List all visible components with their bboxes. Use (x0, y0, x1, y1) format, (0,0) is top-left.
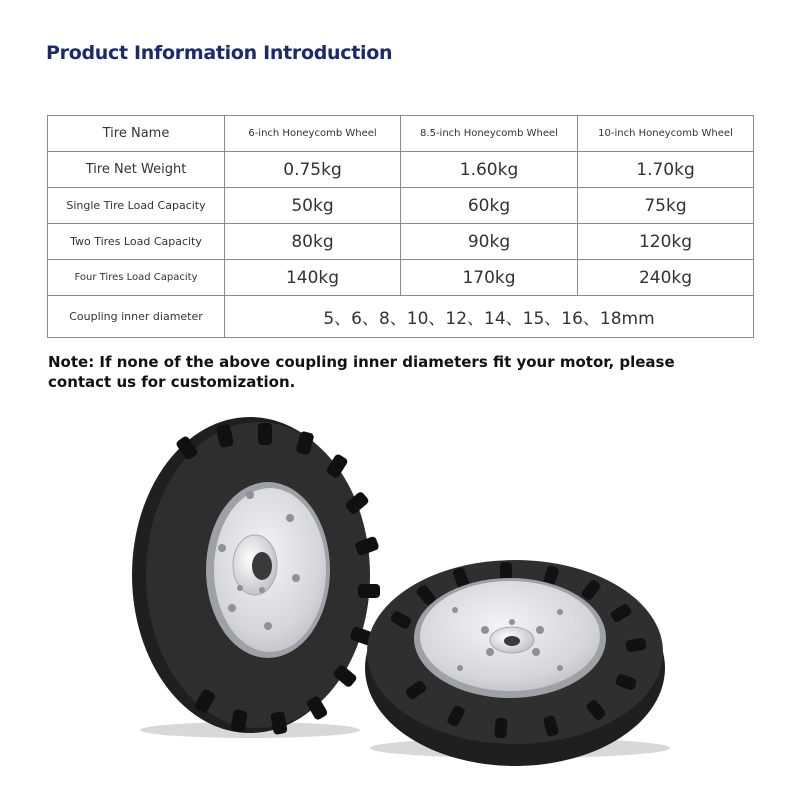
lying-wheel (365, 560, 665, 766)
table-cell: 120kg (578, 224, 754, 260)
table-column-8-5-inch: 8.5-inch Honeycomb Wheel (401, 116, 578, 152)
row-label-two-load: Two Tires Load Capacity (48, 224, 225, 260)
table-cell: 80kg (225, 224, 401, 260)
table-column-10-inch: 10-inch Honeycomb Wheel (578, 116, 754, 152)
table-row (48, 260, 754, 296)
table-cell: 90kg (401, 224, 578, 260)
honeycomb-wheels-photo (0, 400, 800, 800)
table-cell: 170kg (401, 260, 578, 296)
table-cell: 1.60kg (401, 152, 578, 188)
table-header-row (48, 116, 754, 152)
table-row (48, 296, 754, 338)
table-header-label: Tire Name (48, 116, 225, 152)
row-label-four-load: Four Tires Load Capacity (48, 260, 225, 296)
table-cell: 1.70kg (578, 152, 754, 188)
table-row (48, 152, 754, 188)
table-column-6-inch: 6-inch Honeycomb Wheel (225, 116, 401, 152)
table-cell: 50kg (225, 188, 401, 224)
table-cell: 240kg (578, 260, 754, 296)
table-cell: 60kg (401, 188, 578, 224)
upright-wheel (132, 417, 380, 735)
table-cell: 75kg (578, 188, 754, 224)
spec-table (47, 115, 754, 338)
coupling-values: 5、6、8、10、12、14、15、16、18mm (225, 296, 754, 338)
customization-note: Note: If none of the above coupling inner diameters fit your motor, please contact us for customization. (48, 353, 675, 391)
table-cell: 0.75kg (225, 152, 401, 188)
table-cell: 140kg (225, 260, 401, 296)
row-label-net-weight: Tire Net Weight (48, 152, 225, 188)
table-row (48, 224, 754, 260)
row-label-coupling: Coupling inner diameter (48, 296, 225, 338)
page-title: Product Information Introduction (46, 42, 393, 64)
row-label-single-load: Single Tire Load Capacity (48, 188, 225, 224)
table-row (48, 188, 754, 224)
